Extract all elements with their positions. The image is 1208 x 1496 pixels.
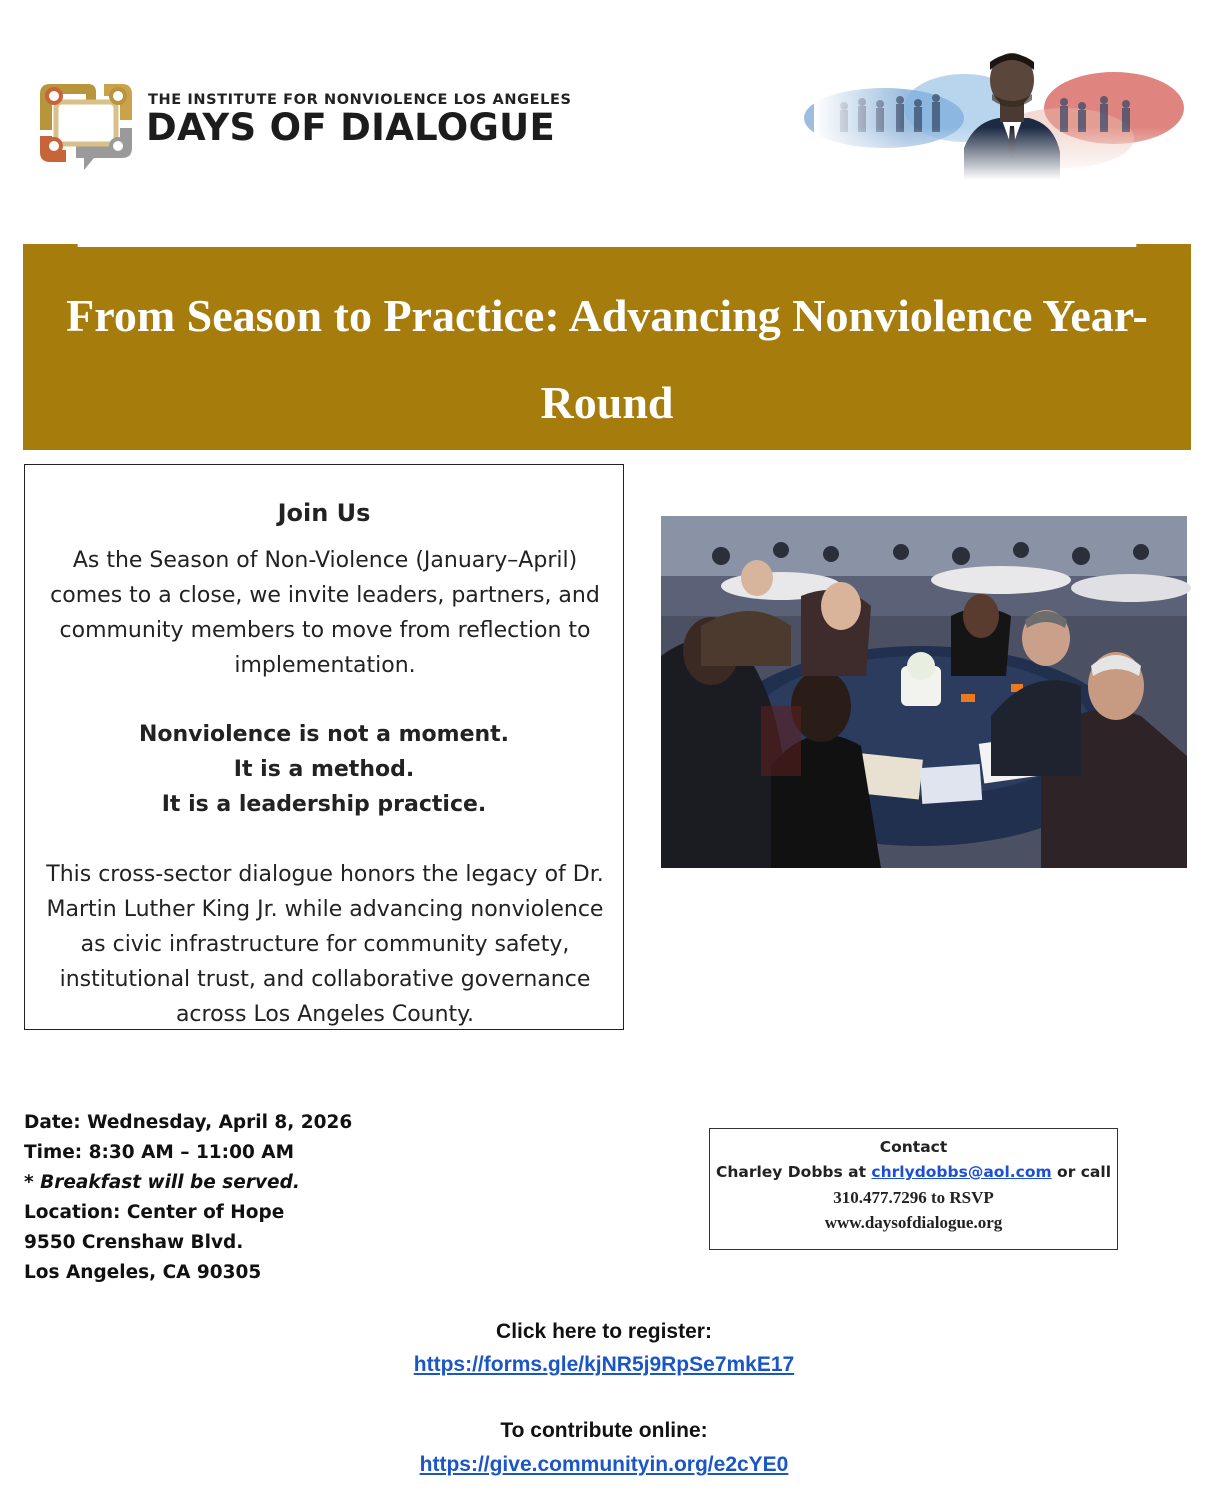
event-date: Date: Wednesday, April 8, 2026 bbox=[24, 1112, 353, 1133]
contact-box bbox=[709, 1128, 1118, 1250]
contact-heading: Contact bbox=[879, 1138, 948, 1156]
contact-website: www.daysofdialogue.org bbox=[824, 1213, 1003, 1232]
days-of-dialogue-logo bbox=[32, 76, 602, 176]
join-intro-paragraph: As the Season of Non-Violence (January–April) comes to a close, we invite leaders, partners, and community members to move from reflection to implementation. bbox=[50, 548, 600, 678]
banner-clipped-line: ——————————————————————— bbox=[78, 215, 1136, 266]
contact-email-link[interactable]: chrlydobbs@aol.com bbox=[871, 1163, 1052, 1181]
contact-name: Charley Dobbs at bbox=[715, 1163, 872, 1181]
breakfast-note: * Breakfast will be served. bbox=[24, 1172, 300, 1193]
event-details bbox=[24, 1108, 352, 1288]
event-time: Time: 8:30 AM – 11:00 AM bbox=[24, 1142, 294, 1163]
event-title: From Season to Practice: Advancing Nonviolence Year-Round bbox=[66, 290, 1148, 428]
join-us-heading: Join Us bbox=[277, 499, 371, 527]
mlk-crowd-artwork bbox=[814, 48, 1182, 180]
dialogue-event-photo bbox=[661, 516, 1187, 868]
join-us-box bbox=[24, 464, 624, 1030]
logo-org-line: THE INSTITUTE FOR NONVIOLENCE LOS ANGELES bbox=[148, 92, 572, 108]
register-label: Click here to register: bbox=[496, 1320, 712, 1343]
contact-phone: 310.477.7296 to RSVP bbox=[833, 1188, 994, 1207]
contribute-link[interactable]: https://give.communityin.org/e2cYE0 bbox=[419, 1453, 789, 1476]
join-closing-paragraph: This cross-sector dialogue honors the legacy of Dr. Martin Luther King Jr. while advancing nonviolence as civic infrastructure for community safety, institutional trust, and collaborative governance across Los Angeles County. bbox=[46, 862, 604, 1027]
statement-leadership: It is a leadership practice. bbox=[161, 792, 487, 817]
event-location: Location: Center of Hope bbox=[24, 1202, 285, 1223]
title-banner bbox=[23, 215, 1191, 450]
contribute-label: To contribute online: bbox=[500, 1419, 708, 1442]
contact-name-line bbox=[710, 1160, 1117, 1185]
contact-call-text: or call bbox=[1051, 1163, 1112, 1181]
address-street: 9550 Crenshaw Blvd. bbox=[24, 1232, 244, 1253]
statement-moment: Nonviolence is not a moment. bbox=[138, 722, 510, 747]
logo-brand-name: DAYS OF DIALOGUE bbox=[146, 106, 556, 149]
statement-method: It is a method. bbox=[233, 757, 415, 782]
address-city: Los Angeles, CA 90305 bbox=[24, 1262, 262, 1283]
dialogue-bubbles-icon bbox=[32, 76, 138, 172]
register-link[interactable]: https://forms.gle/kjNR5j9RpSe7mkE17 bbox=[413, 1353, 795, 1376]
